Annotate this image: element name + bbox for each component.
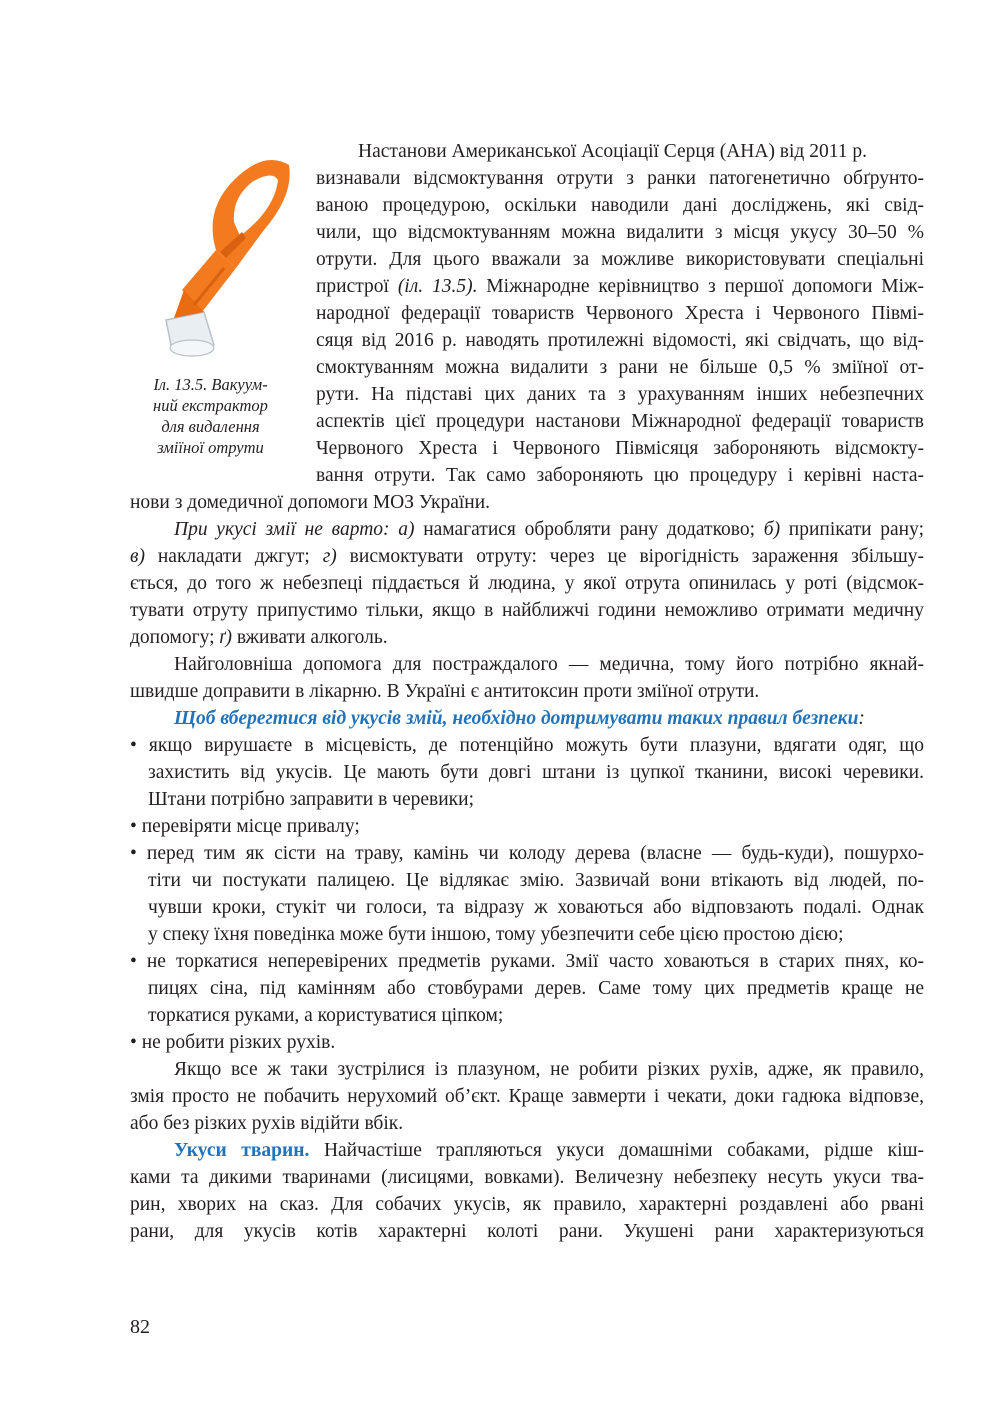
p1-line: отрути. Для цього вважали за можливе використовувати спеціальні [316, 249, 924, 270]
list-marker: ґ) [219, 627, 232, 648]
p2-line [130, 544, 924, 569]
bullet-item: • перевіряти місце привалу; [130, 816, 360, 837]
section-heading: Укуси тварин. [174, 1140, 310, 1161]
p1-text: пристрої [316, 276, 398, 297]
p5-line [174, 1138, 924, 1163]
p1-text: Міжнародне керівництво з першої допомоги Між- [477, 276, 924, 297]
p2-line: ється, до того ж небезпеці піддається й людина, у якої отрута опинилась у роті (відсмок- [130, 573, 924, 594]
caption-line: ний екстрактор [153, 396, 268, 415]
bullet-line: тіти чи постукати палицею. Це відлякає змію. Зазвичай вони втікають від людей, по- [148, 870, 924, 891]
bullet-line: чувши кроки, стукіт чи голоси, та відразу ж ховаються або відповзають подалі. Однак [148, 897, 924, 918]
list-marker: б) [763, 519, 781, 540]
p2-line [174, 517, 924, 542]
p1-line: ваною процедурою, оскільки наводили дані досліджень, які свід- [316, 195, 924, 216]
p2-line: тувати отруту припустимо тільки, якщо в найближчі години неможливо отримати медичну [130, 600, 924, 621]
bullet-item: • перед тим як сісти на траву, камінь чи колоду дерева (власне — будь-куди), пошурхо- [130, 843, 924, 864]
p2-text: накладати джгут; [144, 546, 323, 567]
p1-line [316, 274, 924, 299]
p3-line: швидше доправити в лікарню. В Україні є антитоксин проти зміїної отрути. [130, 681, 760, 702]
bullet-line: захистить від укусів. Це мають бути довгі штани із цупкої тканини, високі черевики. [148, 762, 924, 783]
bullet-item: • не робити різких рухів. [130, 1032, 336, 1053]
rules-heading [174, 706, 865, 731]
p2-lead: При укусі змії не варто: а) [174, 519, 415, 540]
p5-line: ками та дикими тваринами (лисицями, вовками). Величезну небезпеку несуть укуси тва- [130, 1167, 924, 1188]
p1-line: вання отрути. Так само забороняють цю процедуру і керівні наста- [316, 465, 924, 486]
bullet-line: у спеку їхня поведінка може бути іншою, тому убезпечити себе цією простою дією; [148, 924, 844, 945]
p1-line: чили, що відсмоктуванням можна видалити з місця укусу 30–50 % [316, 222, 924, 243]
bullet-item: • якщо вирушаєте в місцевість, де потенційно можуть бути плазуни, вдягати одяг, що [130, 735, 924, 756]
caption-line: Іл. 13.5. Вакуум- [153, 375, 268, 394]
bullet-line: пицях сіна, під камінням або стовбурами дерев. Саме тому цих предметів краще не [148, 978, 924, 999]
figure-caption [128, 374, 293, 458]
p2-text: припікати рану; [780, 519, 925, 540]
p2-line [130, 625, 388, 650]
p3-line: Найголовніша допомога для постраждалого — медична, тому його потрібно якнай- [174, 654, 924, 675]
p2-text: вживати алкоголь. [232, 627, 388, 648]
p1-line: аспектів цієї процедури настанови Міжнародної федерації товариств [316, 411, 924, 432]
p1-line: Червоного Хреста і Червоного Півмісяця забороняють відсмокту- [316, 438, 924, 459]
p5-line: рин, хворих на сказ. Для собачих укусів, як правило, характерні роздавлені або рвані [130, 1194, 924, 1215]
bullet-line: Штани потрібно заправити в черевики; [148, 789, 475, 810]
p1-line: народної федерації товариств Червоного Хреста і Червоного Півмі- [316, 303, 924, 324]
bullet-item: • не торкатися неперевірених предметів руками. Змії часто ховаються в старих пнях, ко- [130, 951, 924, 972]
page-number: 82 [130, 1316, 150, 1338]
p4-line: Якщо все ж таки зустрілися із плазуном, не робити різких рухів, адже, як правило, [174, 1059, 924, 1080]
p2-text: висмоктувати отруту: через це вірогідність зараження збільшу- [336, 546, 925, 567]
rules-heading-colon: : [858, 708, 865, 729]
caption-line: зміїної отрути [157, 438, 264, 457]
p1-line: смоктуванням можна видалити з рани не більше 0,5 % зміїної от- [316, 357, 924, 378]
p1-line: визнавали відсмоктування отрути з ранки патогенетично обґрунто- [316, 168, 924, 189]
p4-line: змія просто не побачить нерухомий об’єкт. Краще завмерти і чекати, доки гадюка відповзе, [130, 1086, 924, 1107]
figure-reference: (іл. 13.5). [397, 276, 478, 297]
p5-line: рани, для укусів котів характерні колоті рани. Укушені рани характеризуються [130, 1221, 924, 1242]
caption-line: для видалення [161, 417, 260, 436]
bullet-line: торкатися руками, а користуватися ціпком; [148, 1005, 504, 1026]
vacuum-extractor-icon [154, 140, 294, 370]
p1-line: рути. На підставі цих даних та з урахуванням інших небезпечних [316, 384, 924, 405]
p2-text: допомогу; [130, 627, 220, 648]
p1-line: нови з домедичної допомоги МОЗ України. [130, 492, 491, 513]
list-marker: г) [322, 546, 337, 567]
p4-line: або без різких рухів відійти вбік. [130, 1113, 404, 1134]
p1-line: сяця від 2016 р. наводять протилежні відомості, які свідчать, що від- [316, 330, 924, 351]
p2-text: намагатися обробляти рану додатково; [414, 519, 764, 540]
list-marker: в) [130, 546, 145, 567]
p5-text: Найчастіше трапляються укуси домашніми собаками, рідше кіш- [309, 1140, 925, 1161]
p1-line: Настанови Американської Асоціації Серця (AHA) від 2011 р. [358, 141, 868, 162]
rules-heading-text: Щоб вберегтися від укусів змій, необхідно дотримувати таких правил безпеки [174, 708, 859, 729]
